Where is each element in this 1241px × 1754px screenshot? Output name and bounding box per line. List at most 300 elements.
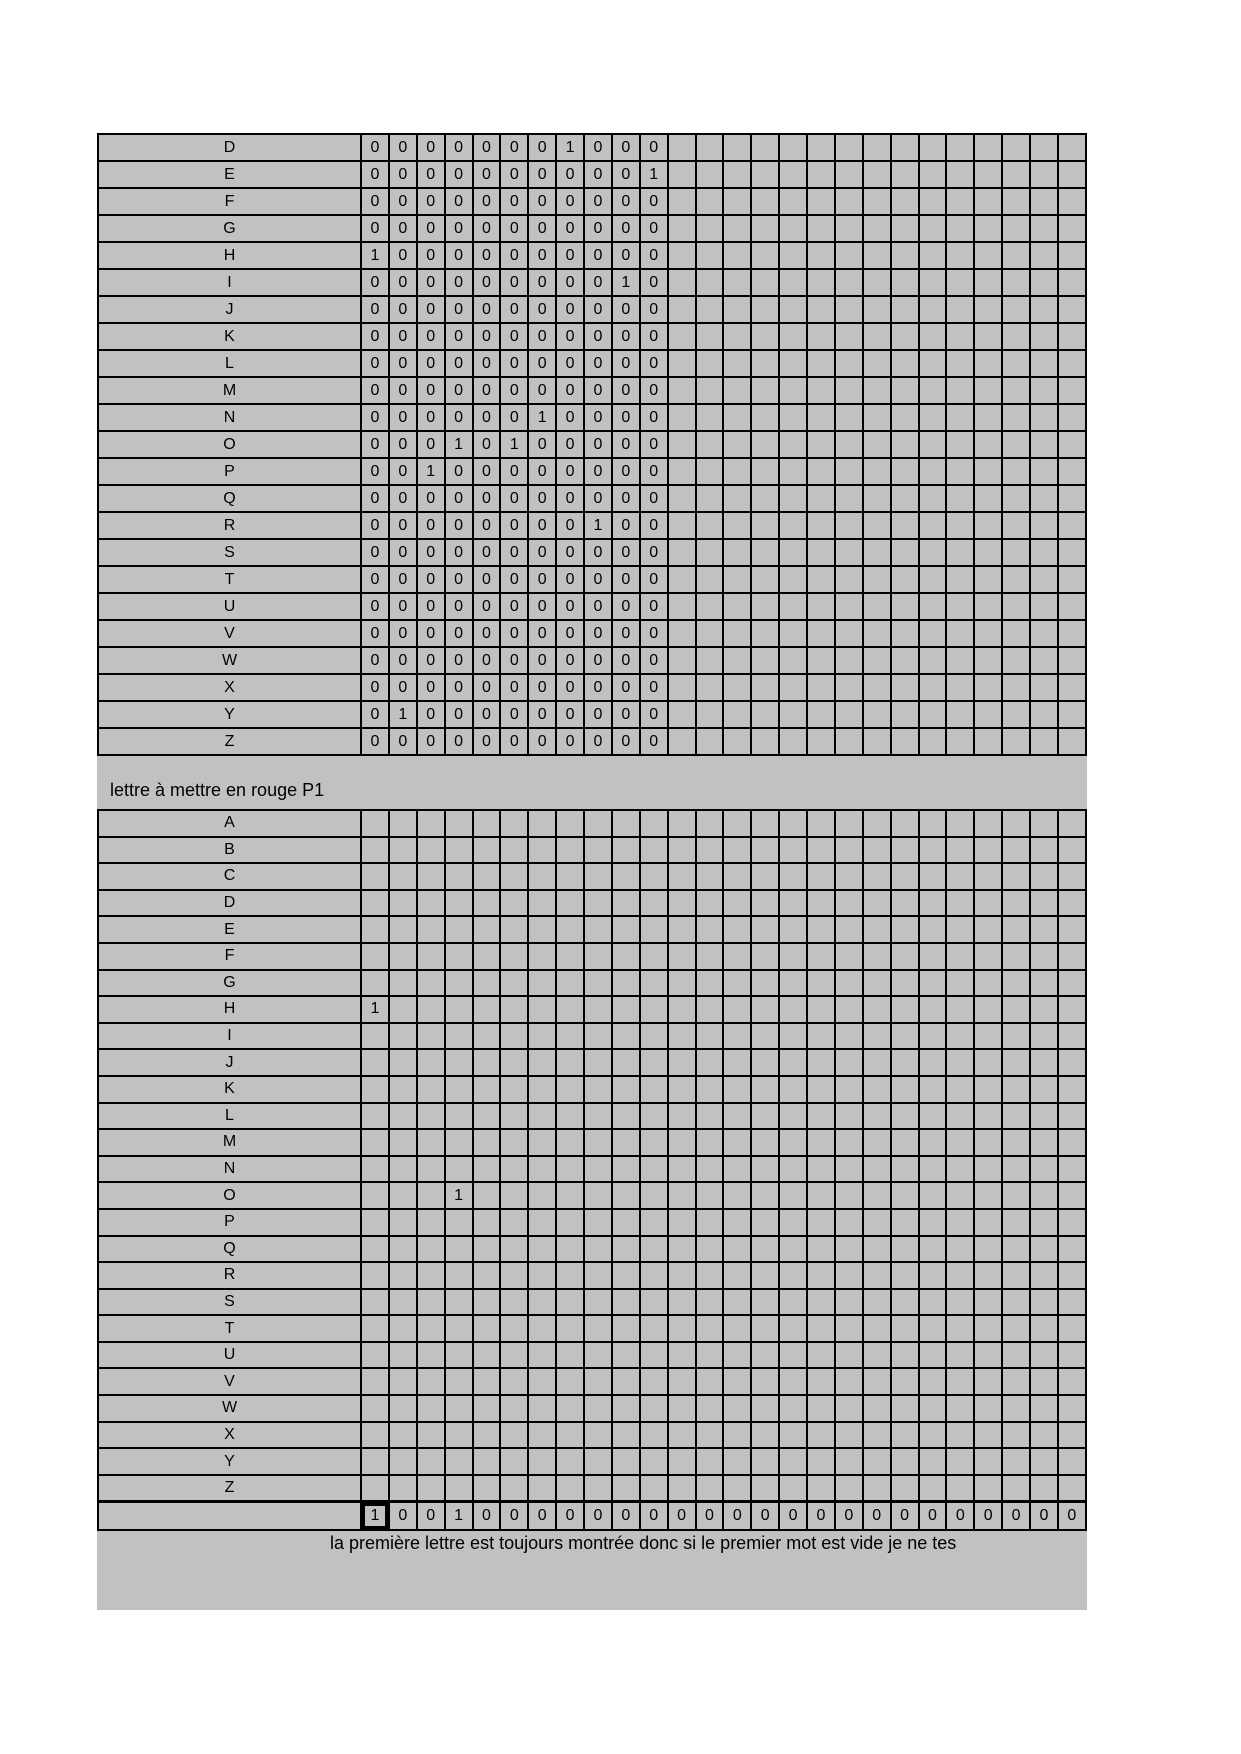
data-cell[interactable]	[1058, 512, 1086, 539]
data-cell[interactable]	[751, 1182, 779, 1209]
data-cell[interactable]: 0	[473, 458, 501, 485]
data-cell[interactable]	[612, 1049, 640, 1076]
data-cell[interactable]	[863, 1342, 891, 1369]
data-cell[interactable]	[919, 1049, 947, 1076]
data-cell[interactable]: 0	[640, 188, 668, 215]
data-cell[interactable]	[696, 1129, 724, 1156]
data-cell[interactable]	[779, 943, 807, 970]
data-cell[interactable]	[974, 431, 1002, 458]
data-cell[interactable]	[556, 1368, 584, 1395]
data-cell[interactable]	[696, 701, 724, 728]
data-cell[interactable]	[612, 1315, 640, 1342]
data-cell[interactable]	[389, 1315, 417, 1342]
data-cell[interactable]	[612, 996, 640, 1023]
data-cell[interactable]	[807, 485, 835, 512]
data-cell[interactable]	[668, 1448, 696, 1475]
data-cell[interactable]	[919, 188, 947, 215]
data-cell[interactable]	[556, 1129, 584, 1156]
data-cell[interactable]	[1002, 810, 1030, 837]
data-cell[interactable]	[751, 647, 779, 674]
data-cell[interactable]	[919, 1103, 947, 1130]
data-cell[interactable]	[891, 647, 919, 674]
data-cell[interactable]	[1058, 1475, 1086, 1502]
data-cell[interactable]	[473, 943, 501, 970]
data-cell[interactable]: 0	[500, 1502, 528, 1530]
data-cell[interactable]: 0	[361, 593, 389, 620]
data-cell[interactable]	[751, 512, 779, 539]
data-cell[interactable]	[361, 1475, 389, 1502]
data-cell[interactable]	[612, 1448, 640, 1475]
row-label-cell[interactable]: F	[98, 943, 361, 970]
data-cell[interactable]	[835, 593, 863, 620]
data-cell[interactable]	[891, 1395, 919, 1422]
data-cell[interactable]	[361, 1182, 389, 1209]
data-cell[interactable]: 0	[556, 620, 584, 647]
data-cell[interactable]	[751, 810, 779, 837]
data-cell[interactable]	[1058, 1049, 1086, 1076]
data-cell[interactable]	[751, 404, 779, 431]
data-cell[interactable]	[1030, 134, 1058, 161]
data-cell[interactable]	[417, 1448, 445, 1475]
data-cell[interactable]	[919, 485, 947, 512]
data-cell[interactable]	[779, 593, 807, 620]
data-cell[interactable]	[723, 134, 751, 161]
row-label-cell[interactable]: Z	[98, 728, 361, 755]
data-cell[interactable]	[779, 485, 807, 512]
data-cell[interactable]	[417, 1182, 445, 1209]
data-cell[interactable]: 0	[417, 377, 445, 404]
data-cell[interactable]	[640, 916, 668, 943]
data-cell[interactable]	[1058, 647, 1086, 674]
data-cell[interactable]	[723, 269, 751, 296]
data-cell[interactable]	[445, 1368, 473, 1395]
data-cell[interactable]	[835, 1103, 863, 1130]
data-cell[interactable]	[919, 943, 947, 970]
data-cell[interactable]: 0	[640, 512, 668, 539]
data-cell[interactable]	[361, 1315, 389, 1342]
data-cell[interactable]	[723, 458, 751, 485]
data-cell[interactable]	[974, 1475, 1002, 1502]
data-cell[interactable]	[974, 350, 1002, 377]
data-cell[interactable]	[807, 943, 835, 970]
data-cell[interactable]: 0	[556, 647, 584, 674]
data-cell[interactable]	[863, 323, 891, 350]
data-cell[interactable]	[528, 970, 556, 997]
data-cell[interactable]	[1030, 1049, 1058, 1076]
data-cell[interactable]: 0	[612, 593, 640, 620]
data-cell[interactable]	[668, 566, 696, 593]
data-cell[interactable]: 0	[500, 350, 528, 377]
data-cell[interactable]	[779, 1182, 807, 1209]
data-cell[interactable]: 1	[500, 431, 528, 458]
data-cell[interactable]	[1030, 188, 1058, 215]
data-cell[interactable]	[584, 1448, 612, 1475]
data-cell[interactable]	[835, 539, 863, 566]
data-cell[interactable]	[1030, 1076, 1058, 1103]
data-cell[interactable]	[723, 323, 751, 350]
data-cell[interactable]	[445, 1236, 473, 1263]
data-cell[interactable]	[779, 1289, 807, 1316]
data-cell[interactable]	[807, 269, 835, 296]
data-cell[interactable]	[389, 1076, 417, 1103]
data-cell[interactable]: 0	[1058, 1502, 1086, 1530]
data-cell[interactable]	[974, 1236, 1002, 1263]
data-cell[interactable]	[807, 1262, 835, 1289]
data-cell[interactable]	[668, 1236, 696, 1263]
data-cell[interactable]	[1058, 970, 1086, 997]
data-cell[interactable]	[946, 916, 974, 943]
data-cell[interactable]	[1030, 1129, 1058, 1156]
data-cell[interactable]	[668, 1395, 696, 1422]
data-cell[interactable]: 0	[612, 647, 640, 674]
data-cell[interactable]: 0	[500, 701, 528, 728]
data-cell[interactable]	[696, 161, 724, 188]
data-cell[interactable]	[779, 512, 807, 539]
data-cell[interactable]	[779, 377, 807, 404]
data-cell[interactable]	[1030, 620, 1058, 647]
data-cell[interactable]	[668, 1342, 696, 1369]
data-cell[interactable]	[1058, 188, 1086, 215]
data-cell[interactable]: 0	[528, 188, 556, 215]
data-cell[interactable]	[891, 431, 919, 458]
data-cell[interactable]	[835, 188, 863, 215]
data-cell[interactable]	[723, 485, 751, 512]
data-cell[interactable]: 0	[389, 404, 417, 431]
data-cell[interactable]	[584, 837, 612, 864]
data-cell[interactable]: 0	[528, 350, 556, 377]
data-cell[interactable]	[863, 674, 891, 701]
data-cell[interactable]	[807, 1368, 835, 1395]
data-cell[interactable]	[1002, 1209, 1030, 1236]
data-cell[interactable]	[751, 1023, 779, 1050]
data-cell[interactable]: 0	[445, 701, 473, 728]
data-cell[interactable]: 0	[500, 647, 528, 674]
data-cell[interactable]	[919, 512, 947, 539]
data-cell[interactable]	[974, 1289, 1002, 1316]
data-cell[interactable]	[528, 1262, 556, 1289]
data-cell[interactable]	[807, 1342, 835, 1369]
data-cell[interactable]	[473, 810, 501, 837]
data-cell[interactable]	[974, 485, 1002, 512]
data-cell[interactable]	[751, 1156, 779, 1183]
data-cell[interactable]	[584, 890, 612, 917]
data-cell[interactable]: 0	[528, 728, 556, 755]
data-cell[interactable]	[584, 1076, 612, 1103]
data-cell[interactable]	[528, 1156, 556, 1183]
data-cell[interactable]	[946, 1129, 974, 1156]
data-cell[interactable]	[919, 1023, 947, 1050]
data-cell[interactable]	[751, 1049, 779, 1076]
data-cell[interactable]	[779, 1262, 807, 1289]
data-cell[interactable]	[1002, 837, 1030, 864]
data-cell[interactable]	[723, 1448, 751, 1475]
data-cell[interactable]: 0	[1030, 1502, 1058, 1530]
data-cell[interactable]	[1058, 485, 1086, 512]
data-cell[interactable]	[696, 1209, 724, 1236]
data-cell[interactable]	[807, 431, 835, 458]
data-cell[interactable]: 0	[473, 512, 501, 539]
data-cell[interactable]	[389, 916, 417, 943]
data-cell[interactable]: 0	[500, 404, 528, 431]
data-cell[interactable]: 0	[361, 215, 389, 242]
data-cell[interactable]: 0	[473, 620, 501, 647]
row-label-cell[interactable]: G	[98, 215, 361, 242]
data-cell[interactable]: 0	[445, 350, 473, 377]
data-cell[interactable]	[891, 837, 919, 864]
data-cell[interactable]: 0	[612, 674, 640, 701]
data-cell[interactable]	[1002, 458, 1030, 485]
row-label-cell[interactable]: L	[98, 1103, 361, 1130]
data-cell[interactable]	[751, 539, 779, 566]
data-cell[interactable]	[696, 1448, 724, 1475]
data-cell[interactable]: 0	[473, 431, 501, 458]
data-cell[interactable]	[863, 1049, 891, 1076]
data-cell[interactable]	[891, 134, 919, 161]
data-cell[interactable]	[863, 512, 891, 539]
data-cell[interactable]	[445, 1315, 473, 1342]
data-cell[interactable]	[779, 242, 807, 269]
data-cell[interactable]	[668, 350, 696, 377]
data-cell[interactable]	[1030, 242, 1058, 269]
data-cell[interactable]	[779, 566, 807, 593]
data-cell[interactable]	[696, 674, 724, 701]
data-cell[interactable]	[1058, 1315, 1086, 1342]
data-cell[interactable]: 0	[640, 566, 668, 593]
data-cell[interactable]	[751, 890, 779, 917]
data-cell[interactable]	[946, 485, 974, 512]
data-cell[interactable]: 0	[389, 728, 417, 755]
row-label-cell[interactable]: U	[98, 593, 361, 620]
data-cell[interactable]	[1058, 620, 1086, 647]
data-cell[interactable]	[891, 863, 919, 890]
data-cell[interactable]	[919, 728, 947, 755]
data-cell[interactable]	[863, 377, 891, 404]
data-cell[interactable]	[640, 1182, 668, 1209]
data-cell[interactable]	[807, 1448, 835, 1475]
data-cell[interactable]	[946, 350, 974, 377]
data-cell[interactable]	[473, 1368, 501, 1395]
data-cell[interactable]	[417, 970, 445, 997]
data-cell[interactable]	[863, 890, 891, 917]
data-cell[interactable]	[417, 943, 445, 970]
data-cell[interactable]	[361, 1023, 389, 1050]
data-cell[interactable]	[835, 1182, 863, 1209]
data-cell[interactable]: 0	[612, 188, 640, 215]
data-cell[interactable]: 0	[891, 1502, 919, 1530]
data-cell[interactable]	[528, 1448, 556, 1475]
data-cell[interactable]	[640, 1156, 668, 1183]
data-cell[interactable]	[528, 916, 556, 943]
data-cell[interactable]	[779, 1368, 807, 1395]
row-label-cell[interactable]: H	[98, 242, 361, 269]
data-cell[interactable]	[528, 1422, 556, 1449]
data-cell[interactable]	[807, 1023, 835, 1050]
data-cell[interactable]	[1030, 1103, 1058, 1130]
data-cell[interactable]	[946, 1395, 974, 1422]
data-cell[interactable]: 0	[584, 1502, 612, 1530]
data-cell[interactable]	[1002, 1289, 1030, 1316]
data-cell[interactable]	[919, 1289, 947, 1316]
data-cell[interactable]	[696, 863, 724, 890]
data-cell[interactable]: 0	[612, 539, 640, 566]
data-cell[interactable]	[891, 1076, 919, 1103]
data-cell[interactable]: 0	[500, 269, 528, 296]
data-cell[interactable]: 0	[500, 296, 528, 323]
data-cell[interactable]	[946, 215, 974, 242]
data-cell[interactable]	[1030, 485, 1058, 512]
data-cell[interactable]	[919, 810, 947, 837]
data-cell[interactable]	[919, 404, 947, 431]
data-cell[interactable]	[668, 1262, 696, 1289]
data-cell[interactable]	[389, 943, 417, 970]
data-cell[interactable]	[835, 647, 863, 674]
data-cell[interactable]	[807, 970, 835, 997]
data-cell[interactable]	[779, 1103, 807, 1130]
data-cell[interactable]	[696, 1156, 724, 1183]
data-cell[interactable]: 0	[528, 539, 556, 566]
data-cell[interactable]	[1002, 996, 1030, 1023]
data-cell[interactable]	[640, 1076, 668, 1103]
data-cell[interactable]: 0	[473, 377, 501, 404]
data-cell[interactable]: 0	[389, 134, 417, 161]
data-cell[interactable]: 0	[445, 647, 473, 674]
data-cell[interactable]	[1058, 566, 1086, 593]
data-cell[interactable]: 0	[445, 512, 473, 539]
row-label-cell[interactable]: D	[98, 890, 361, 917]
data-cell[interactable]	[807, 1395, 835, 1422]
data-cell[interactable]	[1030, 863, 1058, 890]
data-cell[interactable]	[779, 810, 807, 837]
data-cell[interactable]	[1030, 296, 1058, 323]
data-cell[interactable]	[946, 890, 974, 917]
data-cell[interactable]	[389, 1475, 417, 1502]
data-cell[interactable]	[696, 296, 724, 323]
data-cell[interactable]: 0	[612, 215, 640, 242]
data-cell[interactable]: 0	[445, 539, 473, 566]
data-cell[interactable]	[779, 1448, 807, 1475]
data-cell[interactable]	[584, 996, 612, 1023]
data-cell[interactable]	[863, 1182, 891, 1209]
data-cell[interactable]	[946, 1262, 974, 1289]
data-cell[interactable]	[696, 1182, 724, 1209]
data-cell[interactable]	[668, 458, 696, 485]
data-cell[interactable]	[389, 1129, 417, 1156]
data-cell[interactable]	[696, 1049, 724, 1076]
data-cell[interactable]	[723, 970, 751, 997]
data-cell[interactable]: 0	[640, 485, 668, 512]
data-cell[interactable]	[584, 943, 612, 970]
data-cell[interactable]	[696, 1368, 724, 1395]
data-cell[interactable]	[946, 701, 974, 728]
data-cell[interactable]: 0	[528, 512, 556, 539]
data-cell[interactable]	[696, 996, 724, 1023]
data-cell[interactable]	[863, 916, 891, 943]
data-cell[interactable]	[723, 404, 751, 431]
data-cell[interactable]	[807, 1156, 835, 1183]
data-cell[interactable]	[891, 1368, 919, 1395]
data-cell[interactable]	[751, 620, 779, 647]
data-cell[interactable]	[417, 1023, 445, 1050]
data-cell[interactable]: 1	[361, 996, 389, 1023]
data-cell[interactable]	[361, 1156, 389, 1183]
data-cell[interactable]	[946, 512, 974, 539]
data-cell[interactable]	[445, 837, 473, 864]
data-cell[interactable]	[445, 916, 473, 943]
data-cell[interactable]	[417, 890, 445, 917]
data-cell[interactable]	[723, 1023, 751, 1050]
data-cell[interactable]: 0	[361, 647, 389, 674]
data-cell[interactable]	[1002, 674, 1030, 701]
data-cell[interactable]	[361, 1448, 389, 1475]
row-label-cell[interactable]: H	[98, 996, 361, 1023]
data-cell[interactable]	[835, 1049, 863, 1076]
data-cell[interactable]	[473, 1129, 501, 1156]
data-cell[interactable]: 0	[389, 593, 417, 620]
data-cell[interactable]	[668, 1422, 696, 1449]
data-cell[interactable]	[1030, 916, 1058, 943]
data-cell[interactable]	[807, 1475, 835, 1502]
data-cell[interactable]: 0	[389, 620, 417, 647]
data-cell[interactable]	[863, 1236, 891, 1263]
data-cell[interactable]	[445, 1342, 473, 1369]
data-cell[interactable]	[1002, 1475, 1030, 1502]
data-cell[interactable]	[946, 837, 974, 864]
data-cell[interactable]	[696, 512, 724, 539]
data-cell[interactable]	[863, 1422, 891, 1449]
data-cell[interactable]	[779, 620, 807, 647]
data-cell[interactable]	[723, 1422, 751, 1449]
data-cell[interactable]: 0	[361, 485, 389, 512]
data-cell[interactable]	[946, 566, 974, 593]
data-cell[interactable]	[696, 404, 724, 431]
data-cell[interactable]	[835, 1448, 863, 1475]
data-cell[interactable]	[779, 323, 807, 350]
data-cell[interactable]	[919, 1448, 947, 1475]
data-cell[interactable]	[891, 485, 919, 512]
data-cell[interactable]: 0	[584, 242, 612, 269]
data-cell[interactable]	[445, 1209, 473, 1236]
data-cell[interactable]	[779, 1049, 807, 1076]
data-cell[interactable]	[361, 1368, 389, 1395]
data-cell[interactable]: 0	[612, 296, 640, 323]
data-cell[interactable]	[779, 970, 807, 997]
data-cell[interactable]	[556, 863, 584, 890]
data-cell[interactable]	[1058, 1076, 1086, 1103]
data-cell[interactable]	[863, 350, 891, 377]
data-cell[interactable]	[863, 593, 891, 620]
data-cell[interactable]	[919, 566, 947, 593]
data-cell[interactable]	[891, 188, 919, 215]
data-cell[interactable]	[946, 242, 974, 269]
data-cell[interactable]: 0	[361, 701, 389, 728]
data-cell[interactable]: 0	[473, 566, 501, 593]
data-cell[interactable]	[946, 539, 974, 566]
data-cell[interactable]	[974, 1368, 1002, 1395]
data-cell[interactable]	[891, 1209, 919, 1236]
data-cell[interactable]	[1002, 1395, 1030, 1422]
data-cell[interactable]	[528, 810, 556, 837]
data-cell[interactable]: 0	[473, 647, 501, 674]
data-cell[interactable]	[946, 1103, 974, 1130]
data-cell[interactable]	[1058, 863, 1086, 890]
data-cell[interactable]	[556, 1156, 584, 1183]
data-cell[interactable]	[751, 323, 779, 350]
data-cell[interactable]	[723, 539, 751, 566]
data-cell[interactable]	[835, 916, 863, 943]
data-cell[interactable]: 0	[640, 242, 668, 269]
data-cell[interactable]	[528, 863, 556, 890]
data-cell[interactable]	[696, 1422, 724, 1449]
